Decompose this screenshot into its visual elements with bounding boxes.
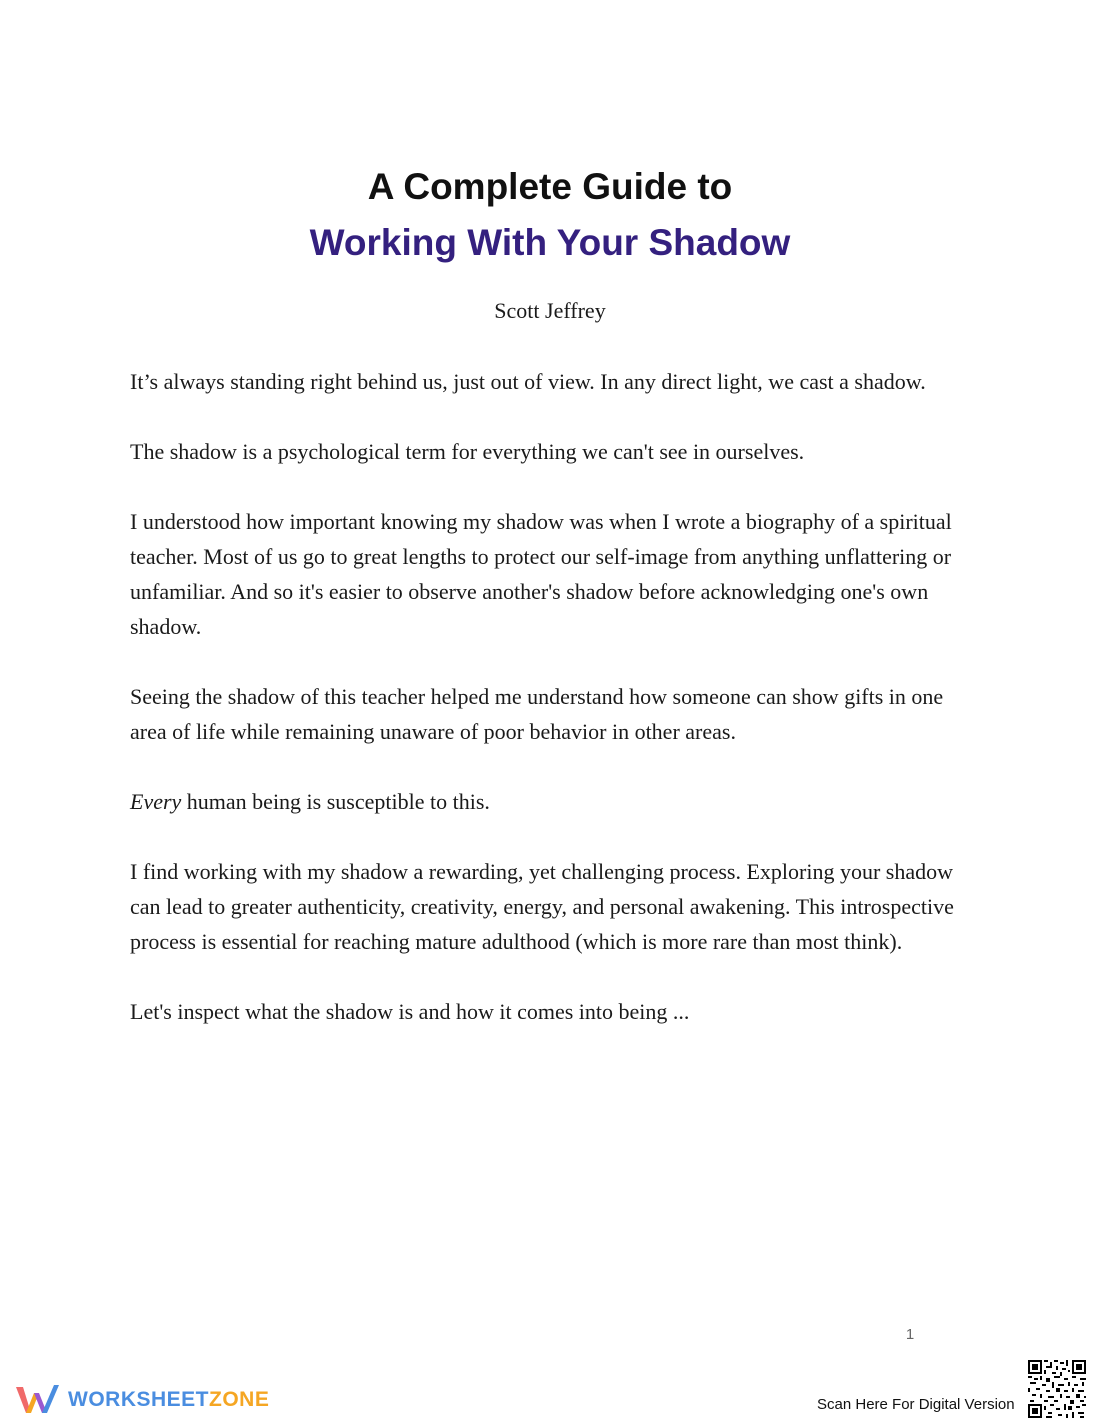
paragraph-5 [130,784,980,819]
worksheetzone-logo[interactable] [14,1382,269,1418]
paragraph-4: Seeing the shadow of this teacher helped me understand how someone can show gifts in one area of life while remaining unaware of poor behavior in other areas. [130,684,944,744]
logo-wordmark [68,1388,269,1412]
document-body [130,364,980,1064]
paragraph-3: I understood how important knowing my shadow was when I wrote a biography of a spiritual teacher. Most of us go to great lengths to protect our self-image from anything unflattering or unfamiliar. And so it's easier to observe another's shadow before acknowledging one's own shadow. [130,509,952,639]
qr-code-icon[interactable] [1028,1360,1086,1418]
scan-digital-version-text: Scan Here For Digital Version [817,1396,1015,1413]
logo-worksheet-text: WORKSHEET [68,1388,209,1411]
worksheetzone-w-logo-icon [14,1383,60,1417]
paragraph-5-rest: human being is susceptible to this. [181,789,490,814]
paragraph-7: Let's inspect what the shadow is and how it comes into being ... [130,999,690,1024]
document-title-line2: Working With Your Shadow [309,222,791,263]
paragraph-6: I find working with my shadow a rewarding, yet challenging process. Exploring your shadow can lead to greater authenticity, creativity, energy, and personal awakening. This introspective process is essential for reaching mature adulthood (which is more rare than most think). [130,859,954,954]
paragraph-5-emphasis: Every [130,789,182,814]
paragraph-1: It’s always standing right behind us, just out of view. In any direct light, we cast a shadow. [130,369,926,394]
document-title-line1: A Complete Guide to [367,166,733,207]
page-number: 1 [905,1326,915,1343]
document-author: Scott Jeffrey [494,298,606,323]
logo-zone-text: ZONE [209,1388,270,1411]
paragraph-2: The shadow is a psychological term for everything we can't see in ourselves. [130,439,805,464]
